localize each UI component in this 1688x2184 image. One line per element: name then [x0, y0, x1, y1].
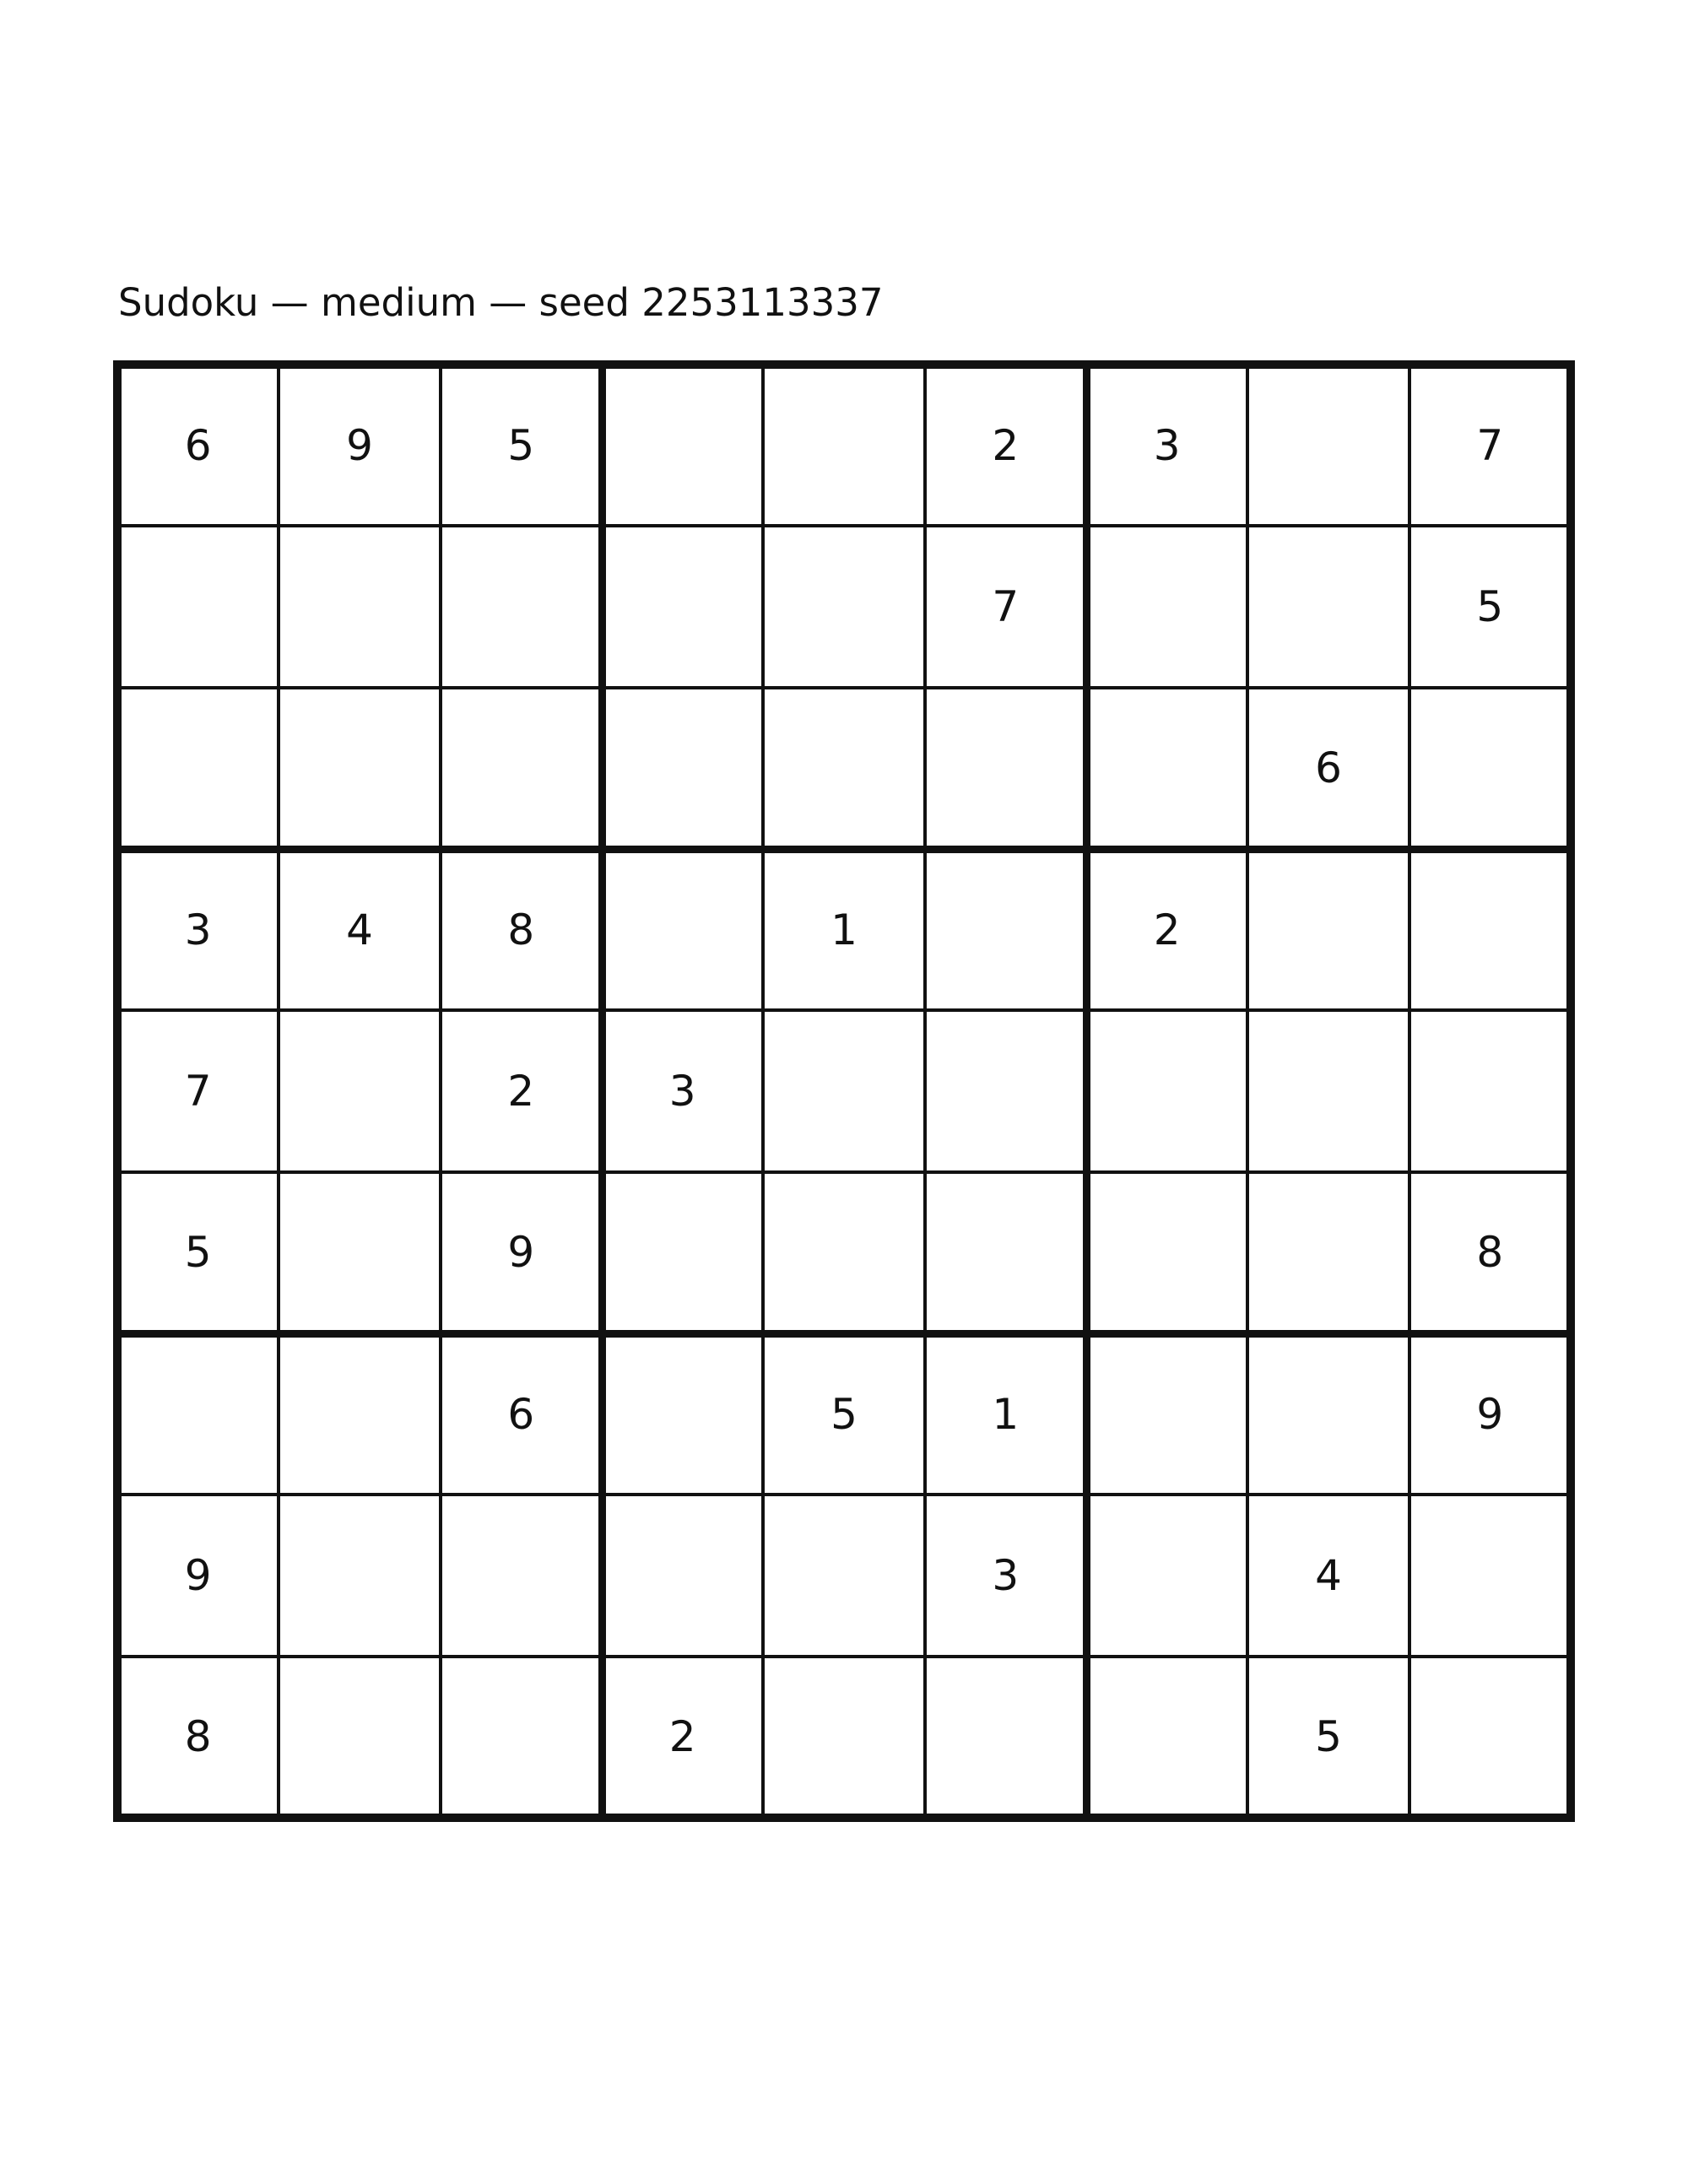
sudoku-cell-r5c6[interactable] — [925, 1010, 1086, 1171]
sudoku-cell-r9c7[interactable] — [1086, 1657, 1247, 1818]
sudoku-cell-r4c6[interactable] — [925, 849, 1086, 1010]
sudoku-cell-r7c5[interactable]: 5 — [830, 1389, 858, 1439]
sudoku-cell-r5c3[interactable]: 2 — [507, 1066, 535, 1116]
sudoku-cell-r9c6[interactable] — [925, 1657, 1086, 1818]
sudoku-cell-r6c1[interactable]: 5 — [184, 1228, 212, 1278]
sudoku-cell-r3c9[interactable] — [1409, 688, 1571, 849]
cell-divider-horizontal — [113, 524, 1575, 527]
sudoku-cell-r7c8[interactable] — [1247, 1333, 1409, 1495]
cell-divider-horizontal — [113, 1170, 1575, 1174]
sudoku-cell-r2c4[interactable] — [602, 526, 763, 687]
sudoku-cell-r8c7[interactable] — [1086, 1495, 1247, 1656]
sudoku-cell-r6c7[interactable] — [1086, 1172, 1247, 1333]
sudoku-cell-r8c3[interactable] — [441, 1495, 602, 1656]
cell-divider-horizontal — [113, 1655, 1575, 1658]
cell-divider-vertical — [277, 360, 280, 1822]
box-divider-vertical — [1083, 360, 1090, 1822]
sudoku-cell-r3c4[interactable] — [602, 688, 763, 849]
box-divider-vertical — [113, 360, 122, 1822]
sudoku-cell-r1c6[interactable]: 2 — [992, 420, 1020, 470]
cell-divider-horizontal — [113, 1493, 1575, 1496]
sudoku-cell-r9c5[interactable] — [763, 1657, 924, 1818]
sudoku-cell-r4c5[interactable]: 1 — [830, 905, 858, 954]
sudoku-cell-r9c3[interactable] — [441, 1657, 602, 1818]
cell-divider-vertical — [1408, 360, 1411, 1822]
sudoku-cell-r8c8[interactable]: 4 — [1315, 1550, 1342, 1600]
sudoku-cell-r8c9[interactable] — [1409, 1495, 1571, 1656]
sudoku-cell-r2c2[interactable] — [279, 526, 440, 687]
sudoku-cell-r3c7[interactable] — [1086, 688, 1247, 849]
sudoku-cell-r5c4[interactable]: 3 — [668, 1066, 696, 1116]
sudoku-cell-r5c2[interactable] — [279, 1010, 440, 1171]
sudoku-cell-r9c2[interactable] — [279, 1657, 440, 1818]
sudoku-cell-r6c9[interactable]: 8 — [1476, 1228, 1504, 1278]
sudoku-cell-r6c5[interactable] — [763, 1172, 924, 1333]
sudoku-cell-r4c2[interactable]: 4 — [346, 905, 373, 954]
sudoku-cell-r2c1[interactable] — [117, 526, 279, 687]
sudoku-cell-r1c2[interactable]: 9 — [346, 420, 373, 470]
sudoku-cell-r1c7[interactable]: 3 — [1153, 420, 1181, 470]
sudoku-cell-r1c4[interactable] — [602, 365, 763, 526]
sudoku-cell-r2c3[interactable] — [441, 526, 602, 687]
box-divider-horizontal — [113, 1814, 1575, 1822]
sudoku-cell-r3c8[interactable]: 6 — [1315, 743, 1342, 793]
sudoku-cell-r1c5[interactable] — [763, 365, 924, 526]
sudoku-cell-r6c6[interactable] — [925, 1172, 1086, 1333]
box-divider-vertical — [1566, 360, 1575, 1822]
sudoku-cell-r3c2[interactable] — [279, 688, 440, 849]
sudoku-cell-r3c6[interactable] — [925, 688, 1086, 849]
sudoku-cell-r6c3[interactable]: 9 — [507, 1228, 535, 1278]
sudoku-cell-r5c9[interactable] — [1409, 1010, 1571, 1171]
sudoku-cell-r4c8[interactable] — [1247, 849, 1409, 1010]
cell-divider-vertical — [439, 360, 442, 1822]
sudoku-cell-r1c9[interactable]: 7 — [1476, 420, 1504, 470]
sudoku-cell-r1c1[interactable]: 6 — [184, 420, 212, 470]
box-divider-horizontal — [113, 1330, 1575, 1338]
sudoku-cell-r9c1[interactable]: 8 — [184, 1712, 212, 1762]
sudoku-cell-r8c2[interactable] — [279, 1495, 440, 1656]
sudoku-cell-r1c3[interactable]: 5 — [507, 420, 535, 470]
sudoku-cell-r5c8[interactable] — [1247, 1010, 1409, 1171]
sudoku-cell-r7c7[interactable] — [1086, 1333, 1247, 1495]
sudoku-cell-r8c5[interactable] — [763, 1495, 924, 1656]
sudoku-cell-r8c1[interactable]: 9 — [184, 1550, 212, 1600]
cell-divider-vertical — [923, 360, 927, 1822]
sudoku-cell-r2c6[interactable]: 7 — [992, 581, 1020, 631]
box-divider-horizontal — [113, 846, 1575, 853]
sudoku-cell-r9c4[interactable]: 2 — [668, 1712, 696, 1762]
sudoku-cell-r3c1[interactable] — [117, 688, 279, 849]
sudoku-cell-r3c5[interactable] — [763, 688, 924, 849]
sudoku-cell-r6c2[interactable] — [279, 1172, 440, 1333]
sudoku-cell-r2c7[interactable] — [1086, 526, 1247, 687]
cell-divider-vertical — [761, 360, 765, 1822]
cell-divider-horizontal — [113, 686, 1575, 689]
sudoku-cell-r9c9[interactable] — [1409, 1657, 1571, 1818]
sudoku-cell-r4c1[interactable]: 3 — [184, 905, 212, 954]
sudoku-cell-r4c4[interactable] — [602, 849, 763, 1010]
sudoku-cell-r5c7[interactable] — [1086, 1010, 1247, 1171]
sudoku-cell-r4c9[interactable] — [1409, 849, 1571, 1010]
puzzle-title: Sudoku — medium — seed 2253113337 — [118, 280, 884, 325]
cell-divider-vertical — [1246, 360, 1249, 1822]
sudoku-cell-r2c5[interactable] — [763, 526, 924, 687]
box-divider-vertical — [598, 360, 606, 1822]
sudoku-cell-r3c3[interactable] — [441, 688, 602, 849]
sudoku-cell-r4c3[interactable]: 8 — [507, 905, 535, 954]
sudoku-cell-r7c2[interactable] — [279, 1333, 440, 1495]
sudoku-cell-r7c4[interactable] — [602, 1333, 763, 1495]
sudoku-cell-r4c7[interactable]: 2 — [1153, 905, 1181, 954]
sudoku-board — [117, 365, 1571, 1819]
sudoku-cell-r9c8[interactable]: 5 — [1315, 1712, 1342, 1762]
sudoku-cell-r8c6[interactable]: 3 — [992, 1550, 1020, 1600]
sudoku-cell-r2c8[interactable] — [1247, 526, 1409, 687]
sudoku-cell-r5c1[interactable]: 7 — [184, 1066, 212, 1116]
sudoku-cell-r5c5[interactable] — [763, 1010, 924, 1171]
sudoku-cell-r7c9[interactable]: 9 — [1476, 1389, 1504, 1439]
sudoku-cell-r7c6[interactable]: 1 — [992, 1389, 1020, 1439]
sudoku-cell-r6c4[interactable] — [602, 1172, 763, 1333]
sudoku-cell-r8c4[interactable] — [602, 1495, 763, 1656]
cell-divider-horizontal — [113, 1008, 1575, 1012]
box-divider-horizontal — [113, 360, 1575, 369]
sudoku-cell-r7c1[interactable] — [117, 1333, 279, 1495]
sudoku-cell-r6c8[interactable] — [1247, 1172, 1409, 1333]
sudoku-cell-r2c9[interactable]: 5 — [1476, 581, 1504, 631]
sudoku-cell-r7c3[interactable]: 6 — [507, 1389, 535, 1439]
sudoku-cell-r1c8[interactable] — [1247, 365, 1409, 526]
